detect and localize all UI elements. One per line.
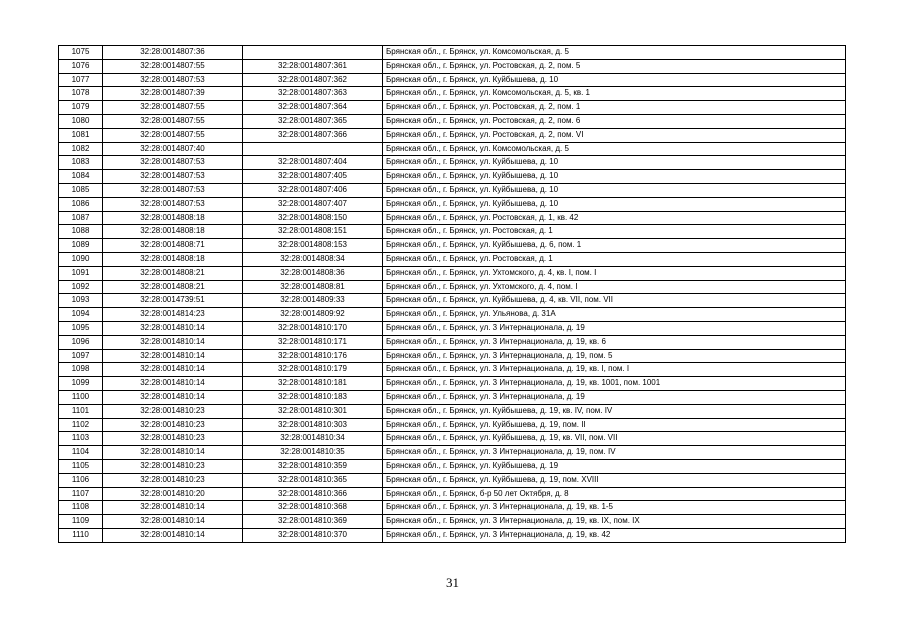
address-cell: Брянская обл., г. Брянск, ул. Куйбышева, д. 19, пом. XVIII <box>383 473 846 487</box>
table-row <box>59 114 846 128</box>
table-row <box>59 404 846 418</box>
table-row <box>59 87 846 101</box>
table-row <box>59 183 846 197</box>
address-cell: Брянская обл., г. Брянск, ул. 3 Интернационала, д. 19, кв. I, пом. I <box>383 363 846 377</box>
cadastral-number-cell: 32:28:0014810:23 <box>103 432 243 446</box>
page-number: 31 <box>446 575 459 590</box>
table-row <box>59 170 846 184</box>
row-number-cell: 1078 <box>59 87 103 101</box>
table-row <box>59 294 846 308</box>
address-cell: Брянская обл., г. Брянск, ул. Ростовская, д. 2, пом. VI <box>383 128 846 142</box>
object-number-cell: 32:28:0014807:364 <box>243 101 383 115</box>
row-number-cell: 1084 <box>59 170 103 184</box>
row-number-cell: 1083 <box>59 156 103 170</box>
object-number-cell: 32:28:0014810:171 <box>243 335 383 349</box>
address-cell: Брянская обл., г. Брянск, ул. Куйбышева, д. 19, пом. II <box>383 418 846 432</box>
row-number-cell: 1100 <box>59 390 103 404</box>
address-cell: Брянская обл., г. Брянск, ул. Куйбышева, д. 6, пом. 1 <box>383 239 846 253</box>
object-number-cell: 32:28:0014807:405 <box>243 170 383 184</box>
address-cell: Брянская обл., г. Брянск, ул. Куйбышева, д. 10 <box>383 197 846 211</box>
cadastral-number-cell: 32:28:0014810:14 <box>103 528 243 542</box>
cadastral-number-cell: 32:28:0014807:53 <box>103 197 243 211</box>
object-number-cell: 32:28:0014807:362 <box>243 73 383 87</box>
row-number-cell: 1076 <box>59 59 103 73</box>
cadastral-number-cell: 32:28:0014810:14 <box>103 377 243 391</box>
object-number-cell: 32:28:0014808:151 <box>243 225 383 239</box>
cadastral-number-cell: 32:28:0014810:14 <box>103 501 243 515</box>
table-row <box>59 501 846 515</box>
object-number-cell: 32:28:0014807:361 <box>243 59 383 73</box>
registry-table-body <box>59 46 846 543</box>
address-cell: Брянская обл., г. Брянск, ул. Ростовская, д. 1 <box>383 225 846 239</box>
cadastral-number-cell: 32:28:0014810:14 <box>103 390 243 404</box>
table-row <box>59 308 846 322</box>
row-number-cell: 1088 <box>59 225 103 239</box>
table-row <box>59 473 846 487</box>
row-number-cell: 1099 <box>59 377 103 391</box>
object-number-cell: 32:28:0014810:179 <box>243 363 383 377</box>
row-number-cell: 1081 <box>59 128 103 142</box>
table-row <box>59 446 846 460</box>
cadastral-number-cell: 32:28:0014808:18 <box>103 252 243 266</box>
address-cell: Брянская обл., г. Брянск, ул. Куйбышева, д. 10 <box>383 183 846 197</box>
cadastral-number-cell: 32:28:0014810:14 <box>103 349 243 363</box>
object-number-cell: 32:28:0014807:406 <box>243 183 383 197</box>
object-number-cell: 32:28:0014808:36 <box>243 266 383 280</box>
table-row <box>59 459 846 473</box>
address-cell: Брянская обл., г. Брянск, ул. 3 Интернационала, д. 19, пом. 5 <box>383 349 846 363</box>
cadastral-number-cell: 32:28:0014810:14 <box>103 446 243 460</box>
cadastral-number-cell: 32:28:0014807:53 <box>103 156 243 170</box>
row-number-cell: 1110 <box>59 528 103 542</box>
object-number-cell: 32:28:0014810:365 <box>243 473 383 487</box>
row-number-cell: 1098 <box>59 363 103 377</box>
table-row <box>59 432 846 446</box>
row-number-cell: 1080 <box>59 114 103 128</box>
cadastral-number-cell: 32:28:0014739:51 <box>103 294 243 308</box>
object-number-cell: 32:28:0014810:370 <box>243 528 383 542</box>
table-row <box>59 142 846 156</box>
table-row <box>59 515 846 529</box>
row-number-cell: 1101 <box>59 404 103 418</box>
row-number-cell: 1085 <box>59 183 103 197</box>
table-row <box>59 211 846 225</box>
table-row <box>59 101 846 115</box>
address-cell: Брянская обл., г. Брянск, ул. Куйбышева, д. 4, кв. VII, пом. VII <box>383 294 846 308</box>
table-row <box>59 266 846 280</box>
object-number-cell: 32:28:0014810:301 <box>243 404 383 418</box>
cadastral-number-cell: 32:28:0014810:20 <box>103 487 243 501</box>
object-number-cell: 32:28:0014810:368 <box>243 501 383 515</box>
address-cell: Брянская обл., г. Брянск, ул. Комсомольская, д. 5, кв. 1 <box>383 87 846 101</box>
cadastral-number-cell: 32:28:0014807:53 <box>103 170 243 184</box>
address-cell: Брянская обл., г. Брянск, ул. Ростовская, д. 2, пом. 1 <box>383 101 846 115</box>
table-row <box>59 390 846 404</box>
cadastral-number-cell: 32:28:0014808:21 <box>103 266 243 280</box>
address-cell: Брянская обл., г. Брянск, ул. Ростовская, д. 1, кв. 42 <box>383 211 846 225</box>
address-cell: Брянская обл., г. Брянск, ул. Куйбышева, д. 19, кв. IV, пом. IV <box>383 404 846 418</box>
row-number-cell: 1107 <box>59 487 103 501</box>
cadastral-number-cell: 32:28:0014807:55 <box>103 59 243 73</box>
row-number-cell: 1077 <box>59 73 103 87</box>
cadastral-number-cell: 32:28:0014810:23 <box>103 459 243 473</box>
address-cell: Брянская обл., г. Брянск, ул. 3 Интернационала, д. 19, кв. 42 <box>383 528 846 542</box>
cadastral-number-cell: 32:28:0014807:36 <box>103 46 243 60</box>
table-row <box>59 418 846 432</box>
object-number-cell: 32:28:0014810:170 <box>243 321 383 335</box>
row-number-cell: 1108 <box>59 501 103 515</box>
row-number-cell: 1095 <box>59 321 103 335</box>
cadastral-number-cell: 32:28:0014808:21 <box>103 280 243 294</box>
table-row <box>59 528 846 542</box>
object-number-cell: 32:28:0014808:150 <box>243 211 383 225</box>
object-number-cell: 32:28:0014810:359 <box>243 459 383 473</box>
object-number-cell: 32:28:0014807:407 <box>243 197 383 211</box>
cadastral-number-cell: 32:28:0014814:23 <box>103 308 243 322</box>
object-number-cell: 32:28:0014807:363 <box>243 87 383 101</box>
object-number-cell: 32:28:0014810:303 <box>243 418 383 432</box>
cadastral-number-cell: 32:28:0014810:23 <box>103 418 243 432</box>
row-number-cell: 1104 <box>59 446 103 460</box>
address-cell: Брянская обл., г. Брянск, ул. 3 Интернационала, д. 19 <box>383 390 846 404</box>
address-cell: Брянская обл., г. Брянск, ул. 3 Интернационала, д. 19, кв. 1001, пом. 1001 <box>383 377 846 391</box>
address-cell: Брянская обл., г. Брянск, ул. 3 Интернационала, д. 19, кв. 6 <box>383 335 846 349</box>
object-number-cell: 32:28:0014810:366 <box>243 487 383 501</box>
cadastral-number-cell: 32:28:0014807:55 <box>103 101 243 115</box>
address-cell: Брянская обл., г. Брянск, ул. Комсомольская, д. 5 <box>383 46 846 60</box>
row-number-cell: 1079 <box>59 101 103 115</box>
cadastral-number-cell: 32:28:0014807:53 <box>103 73 243 87</box>
cadastral-number-cell: 32:28:0014810:14 <box>103 335 243 349</box>
table-row <box>59 487 846 501</box>
registry-table <box>58 45 846 543</box>
cadastral-number-cell: 32:28:0014810:14 <box>103 363 243 377</box>
object-number-cell: 32:28:0014810:369 <box>243 515 383 529</box>
object-number-cell: 32:28:0014807:404 <box>243 156 383 170</box>
address-cell: Брянская обл., г. Брянск, ул. 3 Интернационала, д. 19 <box>383 321 846 335</box>
table-row <box>59 59 846 73</box>
address-cell: Брянская обл., г. Брянск, ул. Ульянова, д. 31А <box>383 308 846 322</box>
cadastral-number-cell: 32:28:0014808:18 <box>103 211 243 225</box>
address-cell: Брянская обл., г. Брянск, ул. Комсомольская, д. 5 <box>383 142 846 156</box>
table-row <box>59 377 846 391</box>
row-number-cell: 1090 <box>59 252 103 266</box>
row-number-cell: 1103 <box>59 432 103 446</box>
object-number-cell: 32:28:0014810:35 <box>243 446 383 460</box>
address-cell: Брянская обл., г. Брянск, ул. Куйбышева, д. 19, кв. VII, пом. VII <box>383 432 846 446</box>
row-number-cell: 1091 <box>59 266 103 280</box>
address-cell: Брянская обл., г. Брянск, ул. Куйбышева, д. 10 <box>383 170 846 184</box>
object-number-cell: 32:28:0014809:33 <box>243 294 383 308</box>
table-row <box>59 156 846 170</box>
object-number-cell: 32:28:0014809:92 <box>243 308 383 322</box>
table-row <box>59 280 846 294</box>
object-number-cell: 32:28:0014810:176 <box>243 349 383 363</box>
table-row <box>59 46 846 60</box>
table-row <box>59 128 846 142</box>
address-cell: Брянская обл., г. Брянск, ул. 3 Интернационала, д. 19, кв. 1-5 <box>383 501 846 515</box>
object-number-cell <box>243 46 383 60</box>
object-number-cell: 32:28:0014810:181 <box>243 377 383 391</box>
address-cell: Брянская обл., г. Брянск, ул. 3 Интернационала, д. 19, кв. IX, пом. IX <box>383 515 846 529</box>
row-number-cell: 1075 <box>59 46 103 60</box>
address-cell: Брянская обл., г. Брянск, ул. Ростовская, д. 1 <box>383 252 846 266</box>
row-number-cell: 1087 <box>59 211 103 225</box>
cadastral-number-cell: 32:28:0014810:23 <box>103 404 243 418</box>
row-number-cell: 1105 <box>59 459 103 473</box>
row-number-cell: 1096 <box>59 335 103 349</box>
address-cell: Брянская обл., г. Брянск, ул. Куйбышева, д. 19 <box>383 459 846 473</box>
table-row <box>59 225 846 239</box>
row-number-cell: 1109 <box>59 515 103 529</box>
row-number-cell: 1093 <box>59 294 103 308</box>
table-row <box>59 252 846 266</box>
cadastral-number-cell: 32:28:0014810:14 <box>103 321 243 335</box>
row-number-cell: 1082 <box>59 142 103 156</box>
cadastral-number-cell: 32:28:0014807:55 <box>103 128 243 142</box>
cadastral-number-cell: 32:28:0014810:14 <box>103 515 243 529</box>
row-number-cell: 1086 <box>59 197 103 211</box>
row-number-cell: 1089 <box>59 239 103 253</box>
address-cell: Брянская обл., г. Брянск, ул. Ухтомского, д. 4, кв. I, пом. I <box>383 266 846 280</box>
row-number-cell: 1106 <box>59 473 103 487</box>
cadastral-number-cell: 32:28:0014807:40 <box>103 142 243 156</box>
address-cell: Брянская обл., г. Брянск, ул. Ростовская, д. 2, пом. 6 <box>383 114 846 128</box>
address-cell: Брянская обл., г. Брянск, ул. 3 Интернационала, д. 19, пом. IV <box>383 446 846 460</box>
row-number-cell: 1097 <box>59 349 103 363</box>
table-row <box>59 335 846 349</box>
cadastral-number-cell: 32:28:0014807:39 <box>103 87 243 101</box>
object-number-cell: 32:28:0014810:183 <box>243 390 383 404</box>
table-row <box>59 363 846 377</box>
table-row <box>59 239 846 253</box>
object-number-cell: 32:28:0014810:34 <box>243 432 383 446</box>
object-number-cell: 32:28:0014807:366 <box>243 128 383 142</box>
object-number-cell: 32:28:0014808:153 <box>243 239 383 253</box>
row-number-cell: 1102 <box>59 418 103 432</box>
cadastral-number-cell: 32:28:0014807:53 <box>103 183 243 197</box>
row-number-cell: 1094 <box>59 308 103 322</box>
address-cell: Брянская обл., г. Брянск, ул. Ухтомского, д. 4, пом. I <box>383 280 846 294</box>
address-cell: Брянская обл., г. Брянск, б-р 50 лет Октября, д. 8 <box>383 487 846 501</box>
object-number-cell <box>243 142 383 156</box>
address-cell: Брянская обл., г. Брянск, ул. Куйбышева, д. 10 <box>383 156 846 170</box>
table-row <box>59 73 846 87</box>
table-row <box>59 349 846 363</box>
address-cell: Брянская обл., г. Брянск, ул. Ростовская, д. 2, пом. 5 <box>383 59 846 73</box>
cadastral-number-cell: 32:28:0014807:55 <box>103 114 243 128</box>
table-row <box>59 321 846 335</box>
table-row <box>59 197 846 211</box>
object-number-cell: 32:28:0014807:365 <box>243 114 383 128</box>
object-number-cell: 32:28:0014808:81 <box>243 280 383 294</box>
cadastral-number-cell: 32:28:0014810:23 <box>103 473 243 487</box>
cadastral-number-cell: 32:28:0014808:71 <box>103 239 243 253</box>
object-number-cell: 32:28:0014808:34 <box>243 252 383 266</box>
cadastral-number-cell: 32:28:0014808:18 <box>103 225 243 239</box>
row-number-cell: 1092 <box>59 280 103 294</box>
address-cell: Брянская обл., г. Брянск, ул. Куйбышева, д. 10 <box>383 73 846 87</box>
